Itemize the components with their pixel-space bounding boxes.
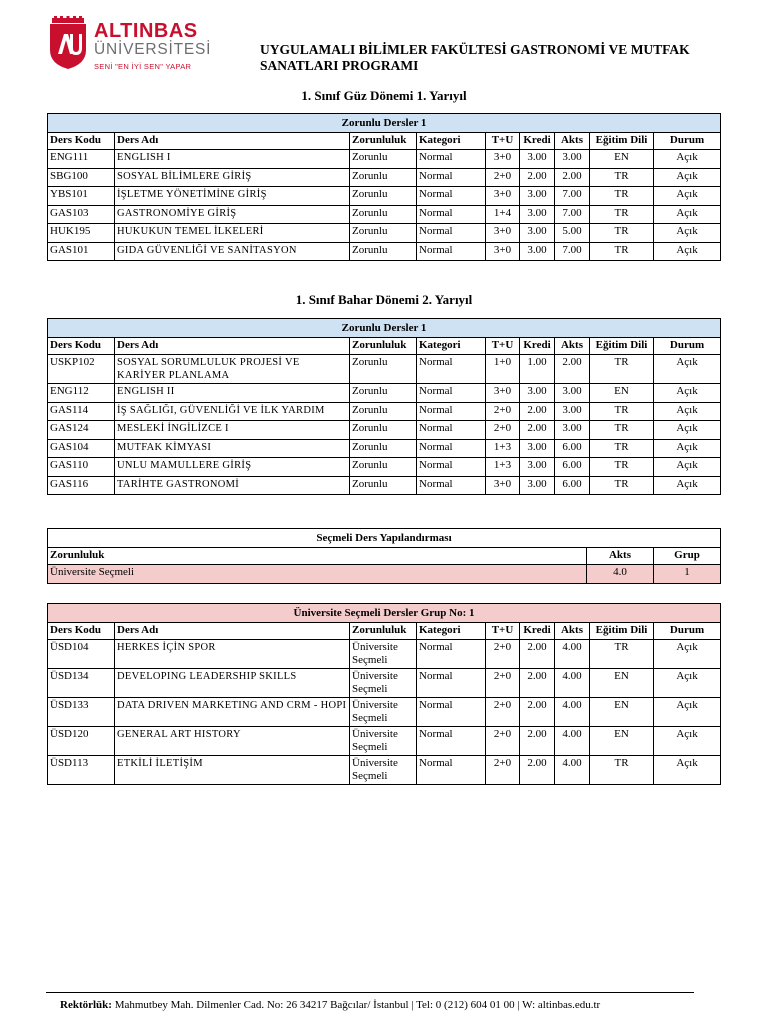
cell-zorunluluk: Üniversite Seçmeli	[350, 698, 417, 727]
header-cell: Ders Adı	[115, 623, 350, 640]
cell-zorunluluk: Zorunlu	[350, 242, 417, 261]
cell-kategori: Normal	[417, 168, 486, 187]
cell-kategori: Normal	[417, 242, 486, 261]
cell-tu: 2+0	[486, 727, 520, 756]
cell-zorunluluk: Zorunlu	[350, 384, 417, 403]
cell-name: SOSYAL SORUMLULUK PROJESİ VE KARİYER PLANLAMA	[115, 355, 350, 384]
header-cell: Akts	[587, 548, 654, 565]
cell-tu: 3+0	[486, 384, 520, 403]
cell-zorunluluk: Üniversite Seçmeli	[48, 565, 587, 584]
cell-code: ÜSD113	[48, 756, 115, 785]
cell-kategori: Normal	[417, 224, 486, 243]
table-row	[48, 458, 721, 477]
table-row	[48, 698, 721, 727]
table-row	[48, 205, 721, 224]
cell-name: GASTRONOMİYE GİRİŞ	[115, 205, 350, 224]
cell-durum: Açık	[654, 698, 721, 727]
cell-kategori: Normal	[417, 187, 486, 206]
cell-dil: TR	[590, 224, 654, 243]
cell-code: YBS101	[48, 187, 115, 206]
cell-zorunluluk: Zorunlu	[350, 187, 417, 206]
group-title: Zorunlu Dersler 1	[48, 114, 721, 133]
cell-code: HUK195	[48, 224, 115, 243]
shield-logo-icon	[48, 16, 88, 70]
cell-code: GAS116	[48, 476, 115, 495]
cell-durum: Açık	[654, 384, 721, 403]
cell-kredi: 1.00	[520, 355, 555, 384]
logo-slogan: SENİ "EN İYİ SEN" YAPAR	[94, 62, 192, 71]
cell-zorunluluk: Üniversite Seçmeli	[350, 640, 417, 669]
cell-name: SOSYAL BİLİMLERE GİRİŞ	[115, 168, 350, 187]
cell-durum: Açık	[654, 402, 721, 421]
cell-akts: 7.00	[555, 187, 590, 206]
cell-kategori: Normal	[417, 384, 486, 403]
cell-kategori: Normal	[417, 421, 486, 440]
cell-durum: Açık	[654, 168, 721, 187]
university-logo	[48, 14, 228, 76]
cell-name: İŞ SAĞLIĞI, GÜVENLİĞİ VE İLK YARDIM	[115, 402, 350, 421]
cell-tu: 3+0	[486, 150, 520, 169]
cell-tu: 2+0	[486, 421, 520, 440]
cell-kategori: Normal	[417, 669, 486, 698]
semester-2-table	[47, 318, 721, 495]
cell-kategori: Normal	[417, 640, 486, 669]
cell-akts: 3.00	[555, 150, 590, 169]
cell-name: HERKES İÇİN SPOR	[115, 640, 350, 669]
cell-durum: Açık	[654, 421, 721, 440]
cell-kredi: 3.00	[520, 224, 555, 243]
cell-durum: Açık	[654, 355, 721, 384]
header-cell: T+U	[486, 623, 520, 640]
cell-durum: Açık	[654, 150, 721, 169]
header-cell: Ders Adı	[115, 338, 350, 355]
cell-code: GAS101	[48, 242, 115, 261]
cell-tu: 3+0	[486, 242, 520, 261]
header-cell: Ders Kodu	[48, 338, 115, 355]
elective-structure-title: Seçmeli Ders Yapılandırması	[48, 529, 721, 548]
cell-name: ENGLISH I	[115, 150, 350, 169]
table-row	[48, 756, 721, 785]
footer-text: Mahmutbey Mah. Dilmenler Cad. No: 26 34217 Bağcılar/ İstanbul | Tel: 0 (212) 604 01 00 | W: altinbas.edu.tr	[111, 999, 601, 1011]
cell-code: ÜSD134	[48, 669, 115, 698]
header-cell: Akts	[555, 623, 590, 640]
cell-akts: 6.00	[555, 458, 590, 477]
cell-durum: Açık	[654, 476, 721, 495]
cell-dil: TR	[590, 421, 654, 440]
cell-durum: Açık	[654, 640, 721, 669]
cell-akts: 4.00	[555, 756, 590, 785]
cell-kredi: 3.00	[520, 439, 555, 458]
cell-durum: Açık	[654, 458, 721, 477]
cell-kategori: Normal	[417, 402, 486, 421]
cell-akts: 2.00	[555, 168, 590, 187]
header-cell: Eğitim Dili	[590, 133, 654, 150]
cell-kredi: 2.00	[520, 756, 555, 785]
cell-code: ENG111	[48, 150, 115, 169]
cell-durum: Açık	[654, 242, 721, 261]
cell-akts: 3.00	[555, 384, 590, 403]
header-cell: Akts	[555, 338, 590, 355]
cell-code: GAS103	[48, 205, 115, 224]
cell-name: ENGLISH II	[115, 384, 350, 403]
cell-kredi: 2.00	[520, 402, 555, 421]
cell-tu: 2+0	[486, 640, 520, 669]
cell-kredi: 3.00	[520, 205, 555, 224]
logo-university: ÜNİVERSİTESİ	[94, 41, 212, 58]
cell-dil: TR	[590, 205, 654, 224]
header-cell: Akts	[555, 133, 590, 150]
cell-dil: TR	[590, 242, 654, 261]
cell-zorunluluk: Zorunlu	[350, 458, 417, 477]
cell-code: ÜSD133	[48, 698, 115, 727]
cell-dil: TR	[590, 640, 654, 669]
cell-zorunluluk: Zorunlu	[350, 205, 417, 224]
header-cell: Zorunluluk	[350, 338, 417, 355]
logo-brand: ALTINBAS	[94, 20, 198, 42]
group-title: Üniversite Seçmeli Dersler Grup No: 1	[48, 604, 721, 623]
table-row	[48, 224, 721, 243]
cell-tu: 2+0	[486, 168, 520, 187]
table-row	[48, 669, 721, 698]
cell-kategori: Normal	[417, 756, 486, 785]
header-cell: T+U	[486, 338, 520, 355]
cell-kredi: 3.00	[520, 150, 555, 169]
table-row	[48, 168, 721, 187]
cell-akts: 2.00	[555, 355, 590, 384]
header-cell: Zorunluluk	[350, 133, 417, 150]
cell-code: ÜSD120	[48, 727, 115, 756]
table-row	[48, 242, 721, 261]
cell-durum: Açık	[654, 205, 721, 224]
cell-zorunluluk: Üniversite Seçmeli	[350, 727, 417, 756]
cell-durum: Açık	[654, 224, 721, 243]
cell-dil: TR	[590, 458, 654, 477]
cell-dil: TR	[590, 402, 654, 421]
cell-akts: 7.00	[555, 205, 590, 224]
table-row	[48, 640, 721, 669]
cell-zorunluluk: Zorunlu	[350, 224, 417, 243]
header-cell: Kredi	[520, 133, 555, 150]
table-row	[48, 402, 721, 421]
cell-dil: EN	[590, 669, 654, 698]
cell-kredi: 3.00	[520, 384, 555, 403]
header-cell: Durum	[654, 133, 721, 150]
cell-kredi: 2.00	[520, 421, 555, 440]
cell-akts: 6.00	[555, 476, 590, 495]
cell-name: GENERAL ART HISTORY	[115, 727, 350, 756]
cell-kredi: 2.00	[520, 640, 555, 669]
cell-tu: 2+0	[486, 669, 520, 698]
header-cell: Zorunluluk	[350, 623, 417, 640]
header-cell: Ders Adı	[115, 133, 350, 150]
cell-code: GAS110	[48, 458, 115, 477]
cell-kategori: Normal	[417, 439, 486, 458]
cell-zorunluluk: Zorunlu	[350, 168, 417, 187]
cell-kategori: Normal	[417, 205, 486, 224]
header-cell: Ders Kodu	[48, 623, 115, 640]
cell-tu: 1+3	[486, 439, 520, 458]
cell-kredi: 2.00	[520, 168, 555, 187]
header-cell: Eğitim Dili	[590, 338, 654, 355]
table-row	[48, 727, 721, 756]
table-row	[48, 439, 721, 458]
cell-kredi: 2.00	[520, 727, 555, 756]
cell-tu: 3+0	[486, 187, 520, 206]
cell-name: TARİHTE GASTRONOMİ	[115, 476, 350, 495]
cell-kredi: 3.00	[520, 187, 555, 206]
header-cell: Kategori	[417, 623, 486, 640]
cell-kategori: Normal	[417, 458, 486, 477]
header-cell: Kategori	[417, 338, 486, 355]
cell-kredi: 3.00	[520, 476, 555, 495]
cell-code: ENG112	[48, 384, 115, 403]
table-row	[48, 565, 721, 584]
cell-durum: Açık	[654, 187, 721, 206]
cell-name: UNLU MAMULLERE GİRİŞ	[115, 458, 350, 477]
cell-dil: TR	[590, 439, 654, 458]
table-row	[48, 150, 721, 169]
header-cell: Durum	[654, 338, 721, 355]
cell-zorunluluk: Zorunlu	[350, 439, 417, 458]
table-row	[48, 187, 721, 206]
cell-kategori: Normal	[417, 727, 486, 756]
table-row	[48, 421, 721, 440]
cell-tu: 2+0	[486, 756, 520, 785]
cell-durum: Açık	[654, 756, 721, 785]
cell-kredi: 2.00	[520, 698, 555, 727]
cell-name: MESLEKİ İNGİLİZCE I	[115, 421, 350, 440]
cell-kredi: 2.00	[520, 669, 555, 698]
cell-code: SBG100	[48, 168, 115, 187]
cell-code: GAS114	[48, 402, 115, 421]
cell-code: USKP102	[48, 355, 115, 384]
cell-kategori: Normal	[417, 355, 486, 384]
cell-kredi: 3.00	[520, 242, 555, 261]
header-cell: Durum	[654, 623, 721, 640]
cell-dil: TR	[590, 756, 654, 785]
table-row	[48, 384, 721, 403]
cell-kategori: Normal	[417, 150, 486, 169]
elective-group-table	[47, 603, 721, 785]
cell-zorunluluk: Zorunlu	[350, 402, 417, 421]
cell-kategori: Normal	[417, 698, 486, 727]
semester-1-title: 1. Sınıf Güz Dönemi 1. Yarıyıl	[301, 88, 467, 103]
cell-zorunluluk: Zorunlu	[350, 355, 417, 384]
cell-name: DEVELOPING LEADERSHIP SKILLS	[115, 669, 350, 698]
cell-tu: 3+0	[486, 224, 520, 243]
cell-dil: TR	[590, 476, 654, 495]
cell-name: ETKİLİ İLETİŞİM	[115, 756, 350, 785]
cell-durum: Açık	[654, 727, 721, 756]
cell-tu: 1+3	[486, 458, 520, 477]
cell-tu: 1+4	[486, 205, 520, 224]
table-row	[48, 355, 721, 384]
cell-kategori: Normal	[417, 476, 486, 495]
cell-zorunluluk: Zorunlu	[350, 421, 417, 440]
header-cell: Kategori	[417, 133, 486, 150]
cell-dil: EN	[590, 150, 654, 169]
footer-divider	[46, 992, 694, 993]
cell-akts: 3.00	[555, 421, 590, 440]
cell-zorunluluk: Zorunlu	[350, 150, 417, 169]
cell-akts: 4.00	[555, 727, 590, 756]
cell-akts: 4.00	[555, 640, 590, 669]
header-cell: Eğitim Dili	[590, 623, 654, 640]
cell-tu: 3+0	[486, 476, 520, 495]
elective-structure-table	[47, 528, 721, 584]
cell-kredi: 3.00	[520, 458, 555, 477]
cell-name: MUTFAK KİMYASI	[115, 439, 350, 458]
cell-akts: 4.0	[587, 565, 654, 584]
footer	[60, 999, 600, 1011]
cell-code: ÜSD104	[48, 640, 115, 669]
cell-name: DATA DRIVEN MARKETING AND CRM - HOPI	[115, 698, 350, 727]
cell-code: GAS104	[48, 439, 115, 458]
cell-durum: Açık	[654, 439, 721, 458]
header-cell: Kredi	[520, 623, 555, 640]
cell-tu: 2+0	[486, 402, 520, 421]
header-cell: Ders Kodu	[48, 133, 115, 150]
cell-code: GAS124	[48, 421, 115, 440]
header-cell: Kredi	[520, 338, 555, 355]
cell-dil: TR	[590, 355, 654, 384]
header-cell: T+U	[486, 133, 520, 150]
cell-akts: 6.00	[555, 439, 590, 458]
cell-zorunluluk: Zorunlu	[350, 476, 417, 495]
faculty-title: UYGULAMALI BİLİMLER FAKÜLTESİ GASTRONOMİ VE MUTFAK SANATLARI PROGRAMI	[260, 42, 690, 73]
cell-akts: 7.00	[555, 242, 590, 261]
cell-akts: 3.00	[555, 402, 590, 421]
cell-akts: 4.00	[555, 669, 590, 698]
cell-name: GIDA GÜVENLİĞİ VE SANİTASYON	[115, 242, 350, 261]
cell-grup: 1	[654, 565, 721, 584]
cell-akts: 5.00	[555, 224, 590, 243]
cell-dil: EN	[590, 727, 654, 756]
cell-name: İŞLETME YÖNETİMİNE GİRİŞ	[115, 187, 350, 206]
cell-dil: EN	[590, 698, 654, 727]
cell-akts: 4.00	[555, 698, 590, 727]
cell-tu: 1+0	[486, 355, 520, 384]
group-title: Zorunlu Dersler 1	[48, 319, 721, 338]
cell-durum: Açık	[654, 669, 721, 698]
header-cell: Grup	[654, 548, 721, 565]
cell-dil: TR	[590, 168, 654, 187]
semester-1-table	[47, 113, 721, 261]
header-cell: Zorunluluk	[48, 548, 587, 565]
cell-zorunluluk: Üniversite Seçmeli	[350, 756, 417, 785]
cell-name: HUKUKUN TEMEL İLKELERİ	[115, 224, 350, 243]
table-row	[48, 476, 721, 495]
cell-dil: EN	[590, 384, 654, 403]
footer-label: Rektörlük:	[60, 999, 112, 1011]
cell-zorunluluk: Üniversite Seçmeli	[350, 669, 417, 698]
semester-2-title: 1. Sınıf Bahar Dönemi 2. Yarıyıl	[295, 292, 473, 307]
cell-dil: TR	[590, 187, 654, 206]
cell-tu: 2+0	[486, 698, 520, 727]
